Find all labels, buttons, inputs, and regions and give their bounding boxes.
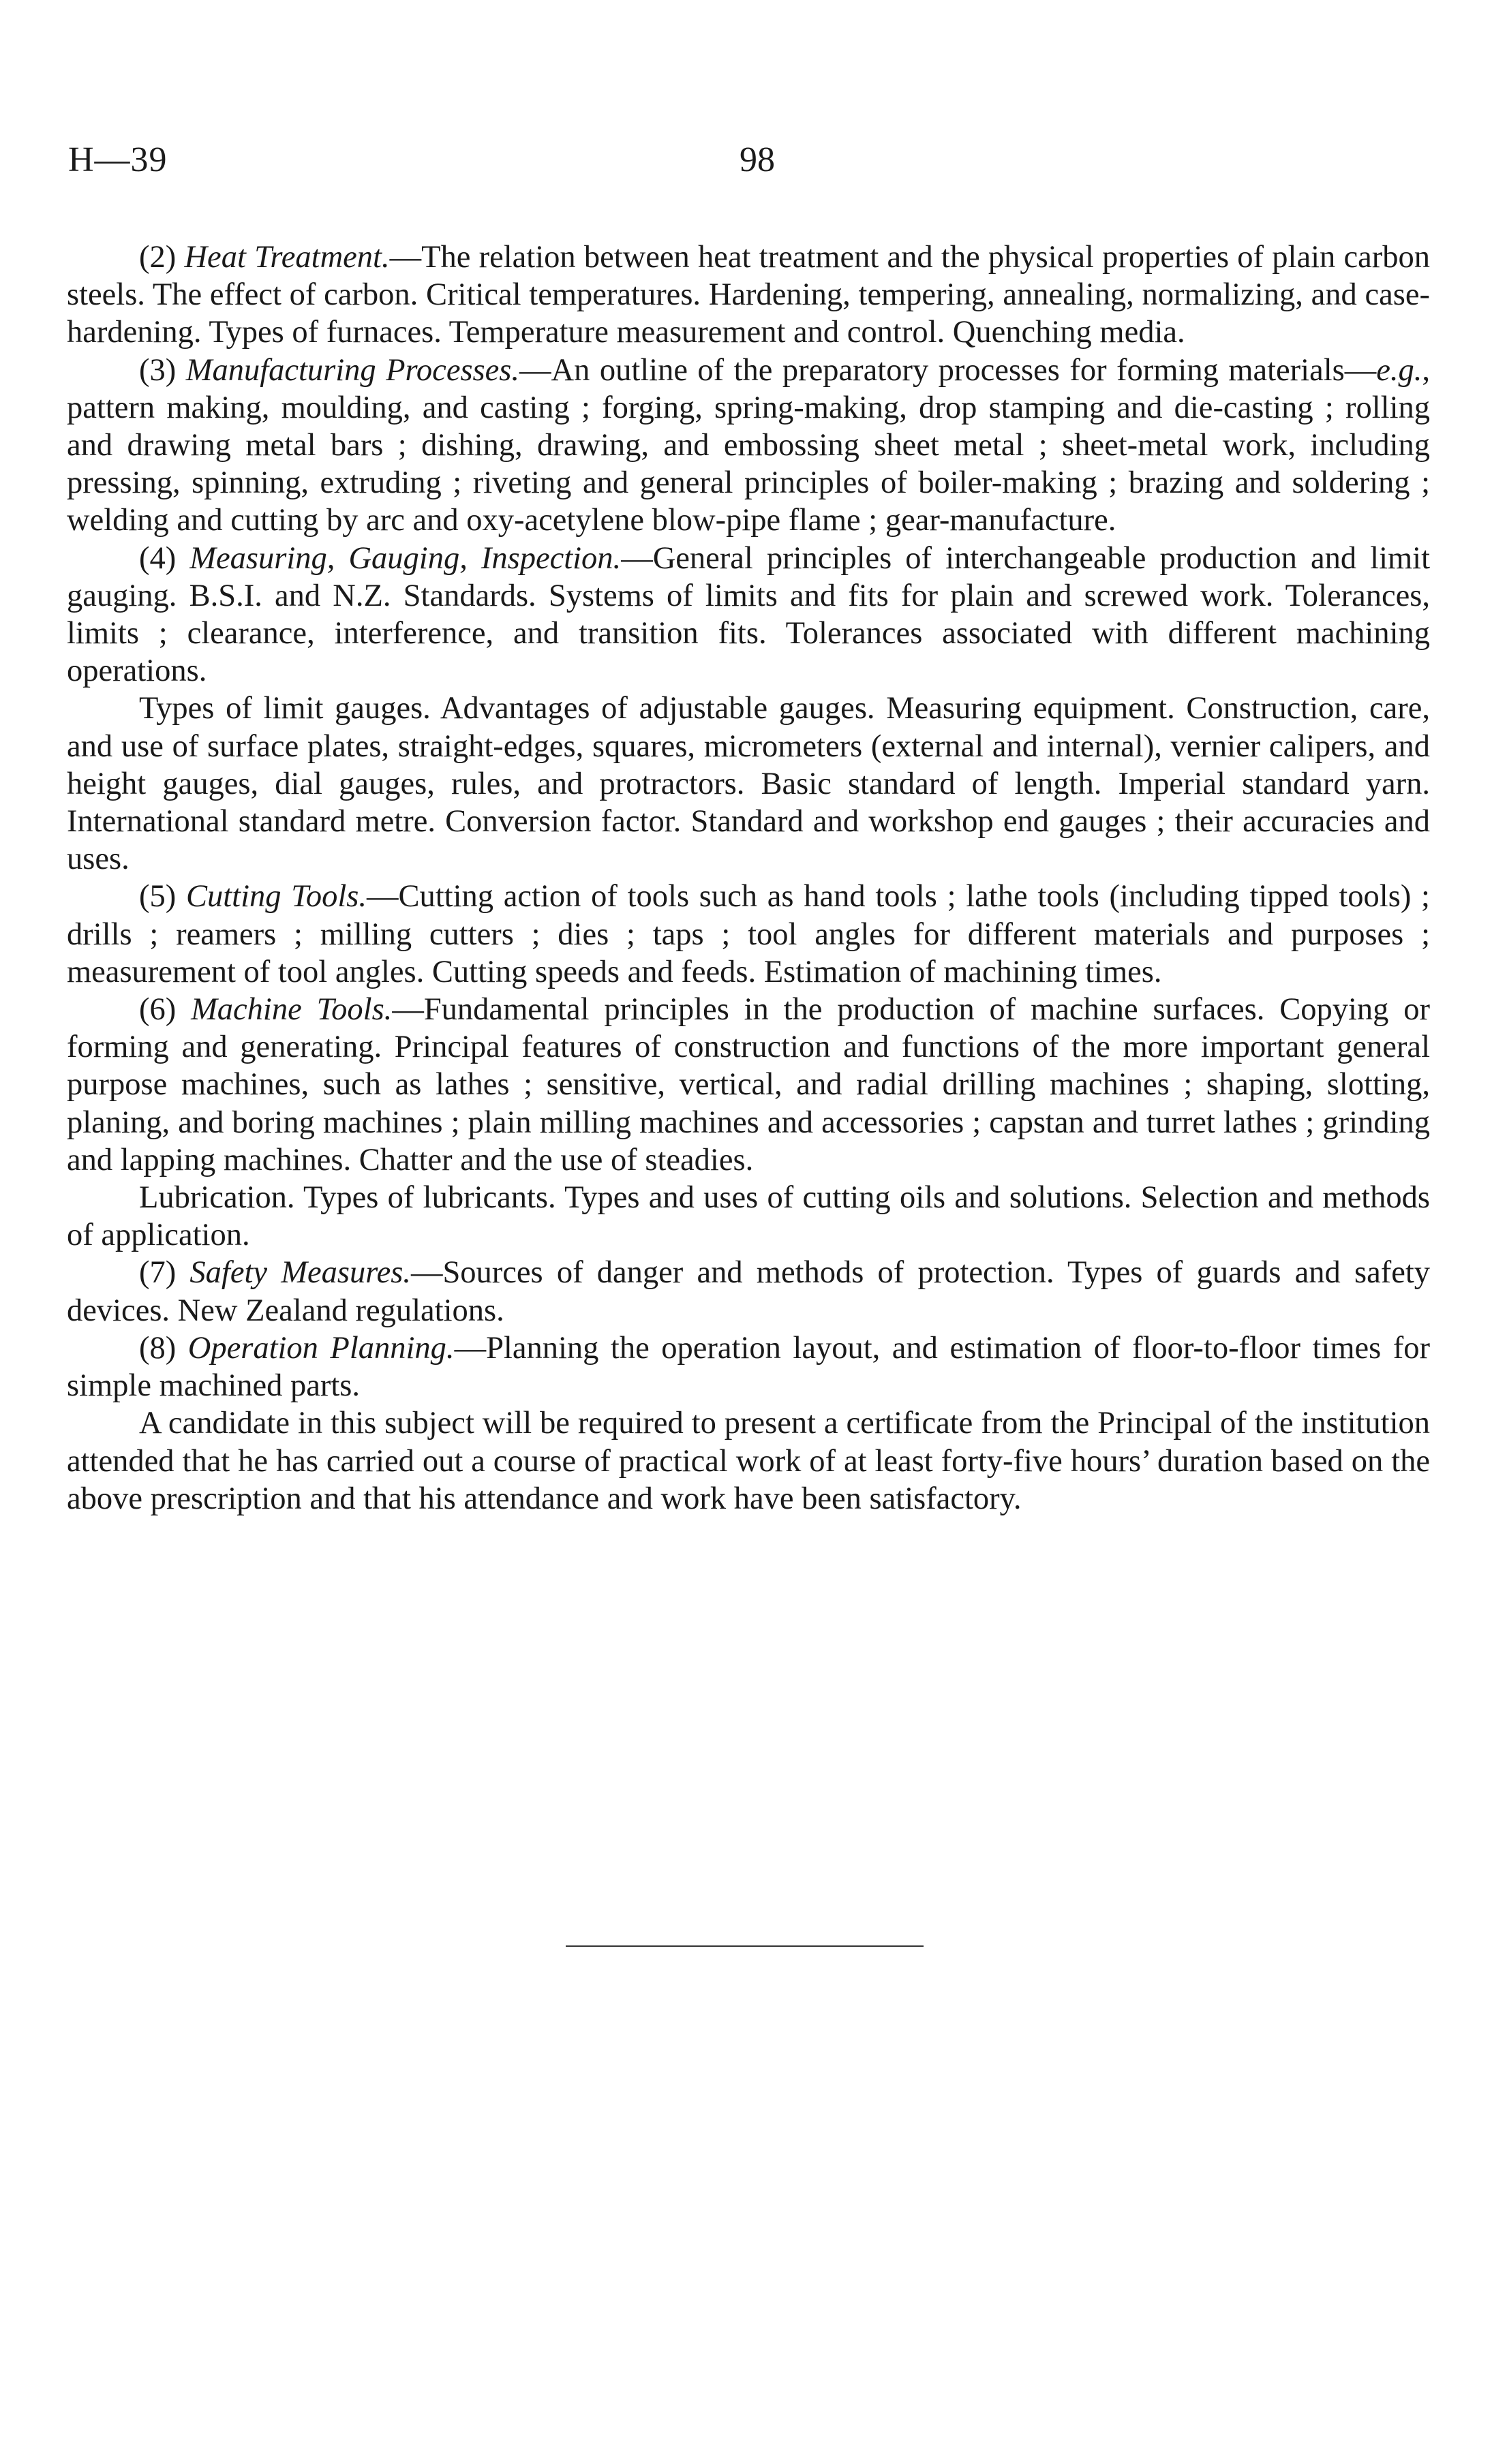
section-number: (3) xyxy=(139,352,186,388)
section-title: Safety Measures. xyxy=(189,1255,411,1291)
section-machine-tools xyxy=(67,991,1430,1179)
document-id: H—39 xyxy=(68,140,168,179)
section-text: —Planning the operation layout, and estimation of floor-to-floor times for simple machined parts. xyxy=(67,1330,1430,1404)
section-title: Heat Treatment. xyxy=(184,240,390,275)
page-header xyxy=(68,140,1431,194)
section-number: (2) xyxy=(139,240,185,275)
section-text: —Cutting action of tools such as hand tools ; lathe tools (including tipped tools) ; drills ; reamers ; milling cutters ; dies ; taps ; tool angles for different materials and purposes ; measurement of tool angles. Cutting speeds and feeds. Estimation of machining times. xyxy=(67,879,1430,989)
section-text: —General principles of interchangeable production and limit gauging. B.S.I. and N.Z. Standards. Systems of limits and fits for plain and screwed work. Tolerances, limits ; clearance, interference, and transition fits. Tolerances associated with different machining operations. xyxy=(67,540,1430,689)
page-number: 98 xyxy=(740,140,775,179)
section-text: —Sources of danger and methods of protection. Types of guards and safety devices. New Zealand regulations. xyxy=(67,1255,1430,1328)
paragraph-limit-gauges: Types of limit gauges. Advantages of adjustable gauges. Measuring equipment. Construction, care, and use of surface plates, straight-edges, squares, micrometers (external and internal), vernier calipers, and height gauges, dial gauges, rules, and protractors. Basic standard of length. Imperial standard yarn. International standard metre. Conversion factor. Standard and workshop end gauges ; their accuracies and uses. xyxy=(67,691,1430,877)
section-measuring-gauging xyxy=(67,540,1430,690)
section-text: —The relation between heat treatment and the physical properties of plain carbon steels. The effect of carbon. Critical temperatures. Hardening, tempering, annealing, normalizing, and case-hardening. Types of furnaces. Temperature measurement and control. Quenching media. xyxy=(67,240,1430,350)
section-number: (4) xyxy=(139,540,190,576)
end-rule xyxy=(566,1945,924,1947)
section-title: Measuring, Gauging, Inspection. xyxy=(189,540,622,576)
section-cutting-tools xyxy=(67,878,1430,991)
closing-paragraph: A candidate in this subject will be required to present a certificate from the Principal of the institution attended that he has carried out a course of practical work of at least forty-five hours’ duration based on the above prescription and that his attendance and work have been satisfactory. xyxy=(67,1406,1430,1516)
section-text-continued: , pattern making, moulding, and casting ; forging, spring-making, drop stamping and die-casting ; rolling and drawing metal bars ; dishing, drawing, and embossing sheet metal ; sheet-metal work, including pressing, spinning, extruding ; riveting and general principles of boiler-making ; brazing and soldering ; welding and cutting by arc and oxy-acetylene blow-pipe flame ; gear-manufacture. xyxy=(67,352,1430,538)
section-number: (7) xyxy=(139,1255,190,1291)
section-text: —Fundamental principles in the production of machine surfaces. Copying or forming and generating. Principal features of construction and functions of the more important general purpose machines, such as lathes ; sensitive, vertical, and radial drilling machines ; shaping, slotting, planing, and boring machines ; plain milling machines and accessories ; capstan and turret lathes ; grinding and lapping machines. Chatter and the use of steadies. xyxy=(67,992,1430,1177)
body-text xyxy=(67,238,1430,1518)
section-safety-measures xyxy=(67,1254,1430,1329)
section-number: (5) xyxy=(139,879,186,914)
section-number: (6) xyxy=(139,992,192,1028)
section-number: (8) xyxy=(139,1330,188,1366)
section-title: Cutting Tools. xyxy=(185,879,367,914)
section-heat-treatment xyxy=(67,238,1430,352)
section-manufacturing-processes xyxy=(67,352,1430,540)
section-title: Manufacturing Processes. xyxy=(185,352,520,388)
section-title: Operation Planning. xyxy=(187,1330,455,1366)
section-operation-planning xyxy=(67,1329,1430,1404)
section-text: —An outline of the preparatory processes for forming materials— xyxy=(519,352,1377,388)
eg-abbreviation: e.g. xyxy=(1376,352,1422,388)
section-title: Machine Tools. xyxy=(191,992,393,1028)
paragraph-lubrication: Lubrication. Types of lubricants. Types and uses of cutting oils and solutions. Selection and methods of application. xyxy=(67,1180,1430,1253)
